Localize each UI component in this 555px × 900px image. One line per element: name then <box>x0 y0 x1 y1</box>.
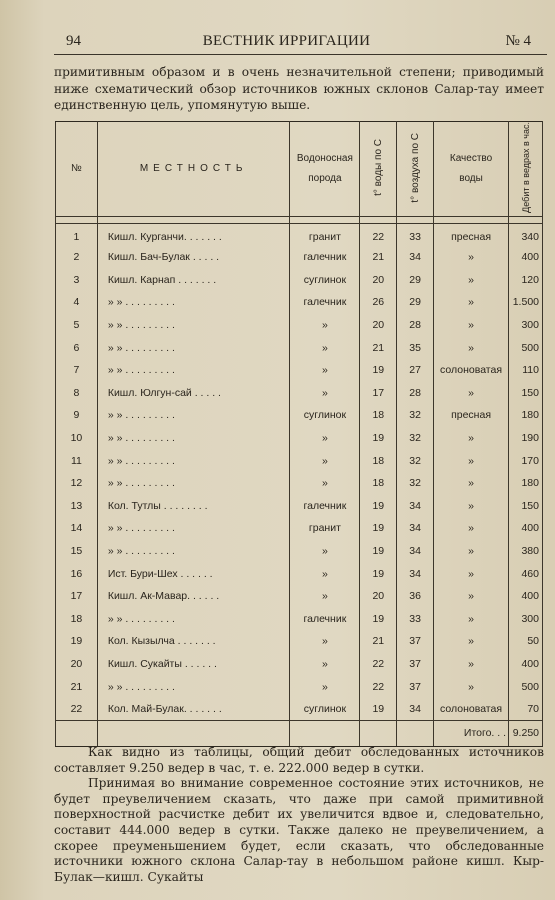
cell-ta: 34 <box>397 562 434 585</box>
cell-q: » <box>434 494 509 517</box>
cell-n: 3 <box>56 269 98 292</box>
cell-rock: суглинок <box>290 698 360 721</box>
table-row <box>56 698 543 721</box>
cell-n: 20 <box>56 653 98 676</box>
cell-ta: 28 <box>397 381 434 404</box>
cell-q: » <box>434 540 509 563</box>
cell-q: » <box>434 562 509 585</box>
cell-n: 12 <box>56 472 98 495</box>
cell-place: » » . . . . . . . . . <box>97 607 290 630</box>
cell-rock: » <box>290 653 360 676</box>
table-row <box>56 336 543 359</box>
cell-n: 2 <box>56 246 98 269</box>
cell-rock: » <box>290 630 360 653</box>
table-row <box>56 381 543 404</box>
table-row <box>56 653 543 676</box>
cell-tw: 18 <box>360 449 397 472</box>
cell-d: 150 <box>509 381 543 404</box>
cell-place: Кишл. Юлгун-сай . . . . . <box>97 381 290 404</box>
cell-ta: 34 <box>397 698 434 721</box>
table-row <box>56 314 543 337</box>
conclusion-text <box>54 745 544 885</box>
cell-n: 1 <box>56 223 98 246</box>
cell-ta: 32 <box>397 449 434 472</box>
intro-text: примитивным образом и в очень незначительной степени; приводимый ниже схематический обзор источников южных склонов Салар-тау имеет единственную цель, упомянутую выше. <box>54 65 544 112</box>
cell-n: 11 <box>56 449 98 472</box>
total-label: Итого. . . <box>434 720 509 746</box>
cell-ta: 32 <box>397 404 434 427</box>
cell-q: пресная <box>434 404 509 427</box>
cell-place: » » . . . . . . . . . <box>97 472 290 495</box>
table-row <box>56 585 543 608</box>
springs-table <box>55 121 543 747</box>
cell-d: 180 <box>509 472 543 495</box>
cell-n: 21 <box>56 675 98 698</box>
cell-tw: 20 <box>360 269 397 292</box>
cell-ta: 37 <box>397 675 434 698</box>
cell-n: 7 <box>56 359 98 382</box>
cell-rock: » <box>290 427 360 450</box>
intro-paragraph <box>54 64 544 114</box>
cell-rock: суглинок <box>290 269 360 292</box>
page-number: 94 <box>66 33 81 49</box>
table-header-spacer <box>56 216 543 223</box>
col-header-place: МЕСТНОСТЬ <box>97 122 290 217</box>
col-header-water-temp: t° воды по С <box>360 122 397 217</box>
cell-n: 22 <box>56 698 98 721</box>
empty-cell <box>360 720 397 746</box>
cell-d: 500 <box>509 675 543 698</box>
cell-place: » » . . . . . . . . . <box>97 427 290 450</box>
cell-q: » <box>434 472 509 495</box>
table-total-row <box>56 720 543 746</box>
cell-rock: галечник <box>290 291 360 314</box>
cell-d: 110 <box>509 359 543 382</box>
cell-place: Кишл. Сукайты . . . . . . <box>97 653 290 676</box>
cell-rock: » <box>290 381 360 404</box>
table-row <box>56 562 543 585</box>
cell-d: 340 <box>509 223 543 246</box>
cell-tw: 22 <box>360 223 397 246</box>
cell-n: 18 <box>56 607 98 630</box>
table-row <box>56 359 543 382</box>
header-rule <box>54 54 547 55</box>
cell-ta: 32 <box>397 472 434 495</box>
cell-ta: 35 <box>397 336 434 359</box>
cell-d: 180 <box>509 404 543 427</box>
cell-ta: 34 <box>397 540 434 563</box>
cell-tw: 21 <box>360 630 397 653</box>
table-row <box>56 449 543 472</box>
table-header-row <box>56 122 543 217</box>
cell-rock: » <box>290 585 360 608</box>
cell-q: » <box>434 630 509 653</box>
cell-place: » » . . . . . . . . . <box>97 404 290 427</box>
cell-n: 16 <box>56 562 98 585</box>
cell-tw: 26 <box>360 291 397 314</box>
cell-n: 8 <box>56 381 98 404</box>
cell-rock: галечник <box>290 607 360 630</box>
cell-place: Кишл. Ак-Мавар. . . . . . <box>97 585 290 608</box>
conclusion-paragraph-1: Как видно из таблицы, общий дебит обследованных источников составляет 9.250 ведер в час, т. е. 222.000 ведер в сутки. <box>54 745 544 775</box>
cell-tw: 19 <box>360 359 397 382</box>
table-row <box>56 675 543 698</box>
cell-rock: суглинок <box>290 404 360 427</box>
table-row <box>56 427 543 450</box>
cell-ta: 34 <box>397 494 434 517</box>
cell-ta: 33 <box>397 607 434 630</box>
cell-d: 120 <box>509 269 543 292</box>
cell-place: Кол. Кызылча . . . . . . . <box>97 630 290 653</box>
cell-d: 150 <box>509 494 543 517</box>
cell-rock: » <box>290 336 360 359</box>
total-value: 9.250 <box>509 720 543 746</box>
conclusion-paragraph-2: Принимая во внимание современное состояние этих источников, не будет преувеличением сказать, что даже при самой примитивной поверхностной расчистке дебит их увеличится вдвое и, следовательно, составит 444.000 ведер в сутки. Также далеко не преувеличением, а скорее преуменьшением будет, если сказать, что обследованные источники южного склона Салар-тау в небольшом районе кишл. Кыр-Булак—кишл. Сукайты <box>54 776 544 884</box>
empty-cell <box>397 720 434 746</box>
cell-tw: 19 <box>360 427 397 450</box>
cell-tw: 20 <box>360 585 397 608</box>
cell-q: » <box>434 291 509 314</box>
table-row <box>56 269 543 292</box>
cell-ta: 28 <box>397 314 434 337</box>
cell-q: » <box>434 585 509 608</box>
cell-q: » <box>434 381 509 404</box>
cell-place: Кишл. Курганчи. . . . . . . <box>97 223 290 246</box>
cell-tw: 18 <box>360 472 397 495</box>
cell-rock: галечник <box>290 494 360 517</box>
cell-q: пресная <box>434 223 509 246</box>
cell-q: » <box>434 269 509 292</box>
cell-place: » » . . . . . . . . . <box>97 336 290 359</box>
cell-d: 500 <box>509 336 543 359</box>
cell-n: 4 <box>56 291 98 314</box>
col-header-rock: Водоносная порода <box>290 122 360 217</box>
cell-rock: » <box>290 540 360 563</box>
col-header-quality: Качество воды <box>434 122 509 217</box>
cell-tw: 18 <box>360 404 397 427</box>
cell-tw: 19 <box>360 607 397 630</box>
cell-d: 400 <box>509 517 543 540</box>
cell-q: » <box>434 653 509 676</box>
cell-tw: 19 <box>360 540 397 563</box>
col-header-air-temp: t° воздуха по С <box>397 122 434 217</box>
cell-rock: гранит <box>290 223 360 246</box>
cell-tw: 22 <box>360 653 397 676</box>
table-row <box>56 540 543 563</box>
cell-d: 400 <box>509 653 543 676</box>
cell-place: » » . . . . . . . . . <box>97 675 290 698</box>
cell-place: » » . . . . . . . . . <box>97 314 290 337</box>
cell-ta: 34 <box>397 517 434 540</box>
empty-cell <box>290 720 360 746</box>
cell-q: » <box>434 517 509 540</box>
cell-n: 19 <box>56 630 98 653</box>
cell-rock: » <box>290 472 360 495</box>
cell-ta: 34 <box>397 246 434 269</box>
cell-d: 190 <box>509 427 543 450</box>
cell-rock: » <box>290 314 360 337</box>
cell-q: » <box>434 246 509 269</box>
cell-ta: 37 <box>397 653 434 676</box>
table-row <box>56 630 543 653</box>
cell-ta: 29 <box>397 291 434 314</box>
table-row <box>56 607 543 630</box>
running-header <box>30 33 543 53</box>
cell-n: 6 <box>56 336 98 359</box>
cell-rock: » <box>290 675 360 698</box>
cell-n: 13 <box>56 494 98 517</box>
table-row <box>56 404 543 427</box>
empty-cell <box>97 720 290 746</box>
cell-rock: галечник <box>290 246 360 269</box>
cell-tw: 21 <box>360 246 397 269</box>
cell-n: 9 <box>56 404 98 427</box>
cell-d: 300 <box>509 314 543 337</box>
cell-ta: 29 <box>397 269 434 292</box>
journal-title: ВЕСТНИК ИРРИГАЦИИ <box>202 33 371 49</box>
cell-place: » » . . . . . . . . . <box>97 517 290 540</box>
table-row <box>56 223 543 246</box>
cell-place: » » . . . . . . . . . <box>97 291 290 314</box>
cell-d: 1.500 <box>509 291 543 314</box>
cell-d: 170 <box>509 449 543 472</box>
cell-q: солоноватая <box>434 698 509 721</box>
cell-q: » <box>434 607 509 630</box>
col-header-debit: Дебит в ведрах в час. <box>509 122 543 217</box>
cell-tw: 19 <box>360 517 397 540</box>
issue-number: № 4 <box>505 33 531 49</box>
cell-d: 70 <box>509 698 543 721</box>
cell-n: 5 <box>56 314 98 337</box>
cell-d: 50 <box>509 630 543 653</box>
cell-q: » <box>434 336 509 359</box>
cell-place: » » . . . . . . . . . <box>97 540 290 563</box>
cell-ta: 32 <box>397 427 434 450</box>
cell-ta: 27 <box>397 359 434 382</box>
cell-d: 300 <box>509 607 543 630</box>
cell-place: Кишл. Карнап . . . . . . . <box>97 269 290 292</box>
table-row <box>56 246 543 269</box>
cell-n: 17 <box>56 585 98 608</box>
cell-tw: 19 <box>360 698 397 721</box>
cell-tw: 21 <box>360 336 397 359</box>
table-row <box>56 472 543 495</box>
cell-q: солоноватая <box>434 359 509 382</box>
cell-place: » » . . . . . . . . . <box>97 449 290 472</box>
cell-q: » <box>434 449 509 472</box>
cell-tw: 19 <box>360 562 397 585</box>
cell-rock: » <box>290 359 360 382</box>
col-header-num: № <box>56 122 98 217</box>
cell-d: 400 <box>509 585 543 608</box>
empty-cell <box>56 720 98 746</box>
cell-tw: 19 <box>360 494 397 517</box>
cell-q: » <box>434 675 509 698</box>
cell-ta: 36 <box>397 585 434 608</box>
cell-ta: 33 <box>397 223 434 246</box>
cell-d: 400 <box>509 246 543 269</box>
cell-n: 10 <box>56 427 98 450</box>
cell-ta: 37 <box>397 630 434 653</box>
cell-rock: » <box>290 562 360 585</box>
cell-place: Кол. Май-Булак. . . . . . . <box>97 698 290 721</box>
cell-n: 14 <box>56 517 98 540</box>
cell-place: Ист. Бури-Шех . . . . . . <box>97 562 290 585</box>
cell-tw: 20 <box>360 314 397 337</box>
table-row <box>56 494 543 517</box>
cell-q: » <box>434 427 509 450</box>
table-row <box>56 291 543 314</box>
cell-d: 460 <box>509 562 543 585</box>
cell-place: Кишл. Бач-Булак . . . . . <box>97 246 290 269</box>
cell-q: » <box>434 314 509 337</box>
cell-d: 380 <box>509 540 543 563</box>
cell-rock: гранит <box>290 517 360 540</box>
cell-rock: » <box>290 449 360 472</box>
cell-place: Кол. Тутлы . . . . . . . . <box>97 494 290 517</box>
cell-place: » » . . . . . . . . . <box>97 359 290 382</box>
cell-tw: 22 <box>360 675 397 698</box>
table-row <box>56 517 543 540</box>
cell-n: 15 <box>56 540 98 563</box>
cell-tw: 17 <box>360 381 397 404</box>
